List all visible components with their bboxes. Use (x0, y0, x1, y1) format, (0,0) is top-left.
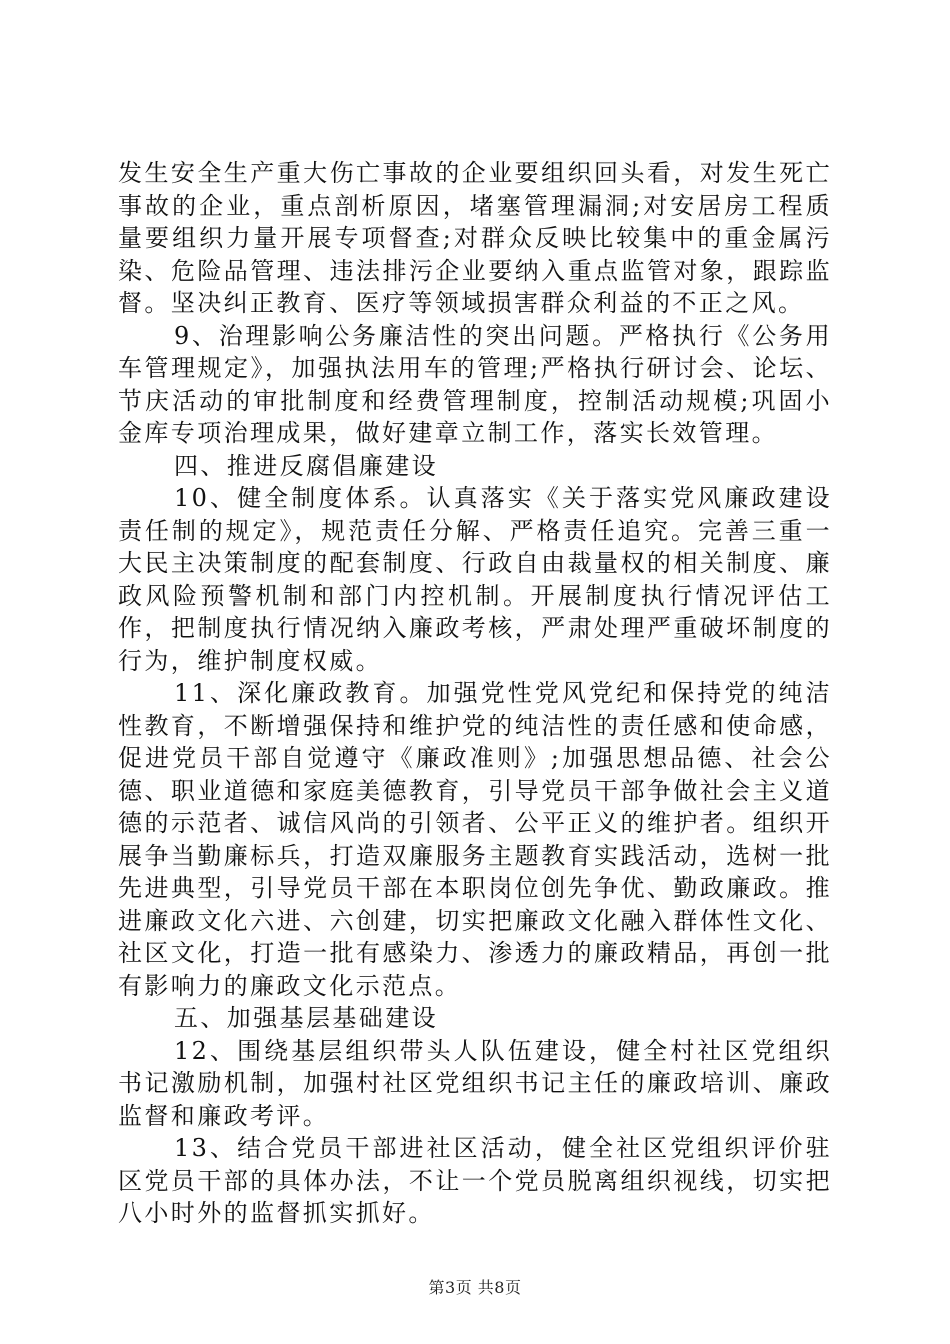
paragraph-item-11: 11、深化廉政教育。加强党性党风党纪和保持党的纯洁性教育，不断增强保持和维护党的纯洁性的责任感和使命感，促进党员干部自觉遵守《廉政准则》;加强思想品德、社会公德、职业道德和家庭美德教育，引导党员干部争做社会主义道德的示范者、诚信风尚的引领者、公平正义的维护者。组织开展争当勤廉标兵，打造双廉服务主题教育实践活动，选树一批先进典型，引导党员干部在本职岗位创先争优、勤政廉政。推进廉政文化六进、六创建，切实把廉政文化融入群体性文化、社区文化，打造一批有感染力、渗透力的廉政精品，再创一批有影响力的廉政文化示范点。 (118, 679, 832, 1000)
document-body (0, 157, 950, 1230)
paragraph-item-13: 13、结合党员干部进社区活动，健全社区党组织评价驻区党员干部的具体办法，不让一个党员脱离组织视线，切实把八小时外的监督抓实抓好。 (118, 1134, 832, 1227)
section-heading-5: 五、加强基层基础建设 (174, 1004, 438, 1032)
paragraph-item-12: 12、围绕基层组织带头人队伍建设，健全村社区党组织书记激励机制，加强村社区党组织书记主任的廉政培训、廉政监督和廉政考评。 (118, 1036, 832, 1130)
paragraph-item-9: 9、治理影响公务廉洁性的突出问题。严格执行《公务用车管理规定》，加强执法用车的管理;严格执行研讨会、论坛、节庆活动的审批制度和经费管理制度，控制活动规模;巩固小金库专项治理成果，做好建章立制工作，落实长效管理。 (118, 321, 832, 447)
section-heading-4: 四、推进反腐倡廉建设 (174, 451, 438, 480)
paragraph-item-10: 10、健全制度体系。认真落实《关于落实党风廉政建设责任制的规定》，规范责任分解、严格责任追究。完善三重一大民主决策制度的配套制度、行政自由裁量权的相关制度、廉政风险预警机制和部门内控机制。开展制度执行情况评估工作，把制度执行情况纳入廉政考核，严肃处理严重破坏制度的行为，维护制度权威。 (118, 484, 832, 675)
paragraph-continuation: 发生安全生产重大伤亡事故的企业要组织回头看，对发生死亡事故的企业，重点剖析原因，堵塞管理漏洞;对安居房工程质量要组织力量开展专项督查;对群众反映比较集中的重金属污染、危险品管理、违法排污企业要纳入重点监管对象，跟踪监督。坚决纠正教育、医疗等领域损害群众利益的不正之风。 (118, 159, 832, 317)
page-number-footer: 第3页 共8页 (428, 1278, 522, 1297)
